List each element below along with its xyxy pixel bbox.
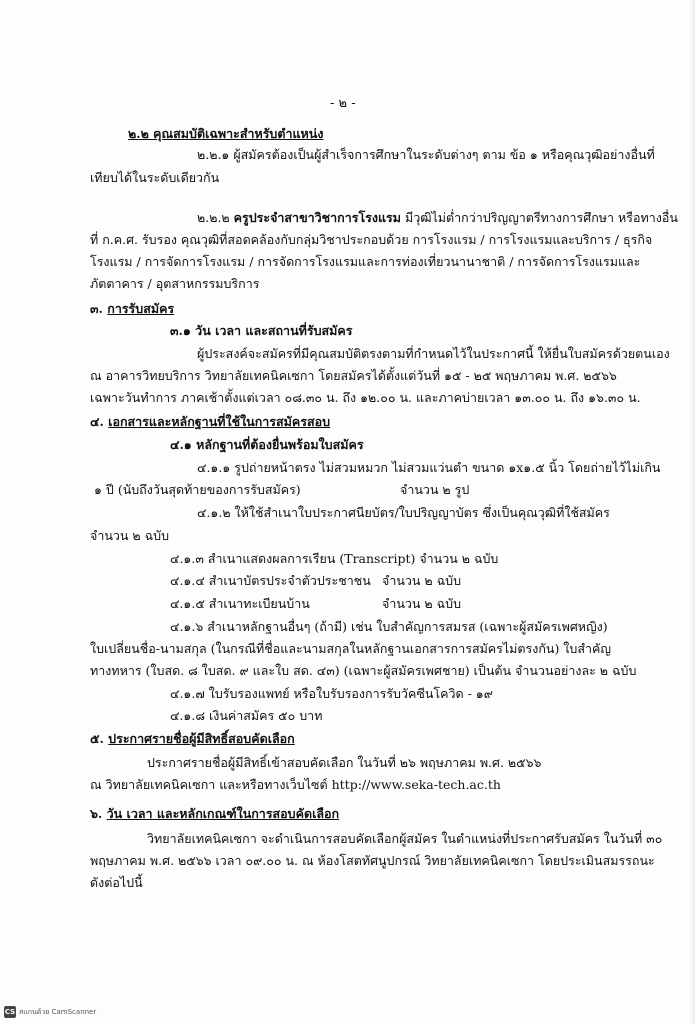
s4-item5-label: ๔.๑.๕ สำเนาทะเบียนบ้าน <box>170 596 310 611</box>
s3-line3: เฉพาะวันทำการ ภาคเช้าตั้งแต่เวลา ๐๘.๓๐ น. ถึง ๑๒.๐๐ น. และภาคบ่ายเวลา ๑๓.๐๐ น. ถึง ๑๖.๓๐ น. <box>90 390 641 405</box>
s4-item1-line1: ๔.๑.๑ รูปถ่ายหน้าตรง ไม่สวมหมวก ไม่สวมแว่นตำ ขนาด ๑x๑.๕ นิ้ว โดยถ่ายไว้ไม่เกิน <box>197 460 661 475</box>
s3-title: การรับสมัคร <box>107 301 175 316</box>
s4-item1-line2: ๑ ปี (นับถึงวันสุดท้ายของการรับสมัคร) <box>94 482 301 497</box>
s4-item3: ๔.๑.๓ สำเนาแสดงผลการเรียน (Transcript) จำนวน ๒ ฉบับ <box>170 551 499 566</box>
s4-item2-line1: ๔.๑.๒ ให้ใช้สำเนาใบประกาศนียบัตร/ใบปริญญาบัตร ซึ่งเป็นคุณวุฒิที่ใช้สมัคร <box>197 505 610 520</box>
camscanner-logo-icon: CS <box>4 1008 16 1016</box>
s22-p1-line2: เทียบได้ในระดับเดียวกัน <box>90 170 220 185</box>
s6-line1: วิทยาลัยเทคนิคเซกา จะดำเนินการสอบคัดเลือกผู้สมัคร ในตำแหน่งที่ประกาศรับสมัคร ในวันที่ ๓๐ <box>147 831 663 846</box>
s6-num: ๖. <box>90 806 107 821</box>
s5-line2: ณ วิทยาลัยเทคนิคเซกา และหรือทางเว็บไซต์ http://www.seka-tech.ac.th <box>90 777 501 792</box>
s5-title: ประกาศรายชื่อผู้มีสิทธิ์สอบคัดเลือก <box>108 731 295 746</box>
camscanner-label: สแกนด้วย CamScanner <box>19 1007 97 1016</box>
s3-num: ๓. <box>90 301 108 316</box>
s5-num: ๕. <box>90 731 109 746</box>
scan-edge-shadow <box>689 0 695 1024</box>
s4-item1-count: จำนวน ๒ รูป <box>400 482 470 497</box>
s5-line1: ประกาศรายชื่อผู้มีสิทธิ์เข้าสอบคัดเลือก ในวันที่ ๒๖ พฤษภาคม พ.ศ. ๒๕๖๖ <box>147 755 542 770</box>
s4-item4-label: ๔.๑.๔ สำเนาบัตรประจำตัวประชาชน <box>170 573 371 588</box>
s22-p2-rest: มีวุฒิไม่ต่ำกว่าปริญญาตรีทางการศึกษา หรือทางอื่น <box>401 210 678 225</box>
s22-p2-line4: ภัตตาคาร / อุตสาหกรรมบริการ <box>90 276 260 291</box>
s3-line1: ผู้ประสงค์จะสมัครที่มีคุณสมบัติตรงตามที่กำหนดไว้ในประกาศนี้ ให้ยื่นใบสมัครด้วยตนเอง <box>197 346 670 361</box>
s4-item6-line2: ใบเปลี่ยนชื่อ-นามสกุล (ในกรณีที่ชื่อและนามสกุลในหลักฐานเอกสารการสมัครไม่ตรงกัน) ใบสำคัญ <box>90 641 612 656</box>
s22-p2-line3: โรงแรม / การจัดการโรงแรม / การจัดการโรงแรมและการท่องเที่ยวนานาชาติ / การจัดการโรงแรมและ <box>90 254 641 269</box>
s6-line3: ดังต่อไปนี้ <box>90 875 143 890</box>
section-5-heading <box>90 731 295 747</box>
s3-sub-heading: ๓.๑ วัน เวลา และสถานที่รับสมัคร <box>170 323 353 338</box>
s4-item8: ๔.๑.๘ เงินค่าสมัคร ๕๐ บาท <box>170 708 323 723</box>
s4-item7: ๔.๑.๗ ใบรับรองแพทย์ หรือใบรับรองการรับวัคซีนโควิด - ๑๙ <box>170 686 493 701</box>
s22-p1-line1: ๒.๒.๑ ผู้สมัครต้องเป็นผู้สำเร็จการศึกษาในระดับต่างๆ ตาม ข้อ ๑ หรือคุณวุฒิอย่างอื่นที่ <box>197 147 655 162</box>
s4-item2-line2: จำนวน ๒ ฉบับ <box>90 528 170 543</box>
s4-sub-heading: ๔.๑ หลักฐานที่ต้องยื่นพร้อมใบสมัคร <box>170 437 364 452</box>
s4-item4-count: จำนวน ๒ ฉบับ <box>382 573 462 588</box>
page-number: - ๒ - <box>330 96 356 111</box>
s6-title: วัน เวลา และหลักเกณฑ์ในการสอบคัดเลือก <box>106 806 340 821</box>
section-3-heading <box>90 301 174 317</box>
s4-item6-line3: ทางทหาร (ใบสด. ๘ ใบสด. ๙ และใบ สด. ๔๓) (เฉพาะผู้สมัครเพศชาย) เป็นต้น จำนวนอย่างละ ๒ ฉบับ <box>90 663 637 678</box>
section-4-heading <box>90 414 330 430</box>
s22-p2-prefix: ๒.๒.๒ <box>197 210 234 225</box>
s6-line2: พฤษภาคม พ.ศ. ๒๕๖๖ เวลา ๐๙.๐๐ น. ณ ห้องโสตทัศนูปกรณ์ วิทยาลัยเทคนิคเซกา โดยประเมินสมรรถนะ <box>90 853 655 868</box>
s22-p2-line1 <box>197 210 678 226</box>
s4-num: ๔. <box>90 414 109 429</box>
section-6-heading <box>90 806 339 822</box>
section-2-2-heading: ๒.๒ คุณสมบัติเฉพาะสำหรับตำแหน่ง <box>128 126 324 141</box>
camscanner-watermark <box>4 1006 96 1018</box>
s3-line2: ณ อาคารวิทยบริการ วิทยาลัยเทคนิคเซกา โดยสมัครได้ตั้งแต่วันที่ ๑๕ - ๒๕ พฤษภาคม พ.ศ. ๒๕๖๖ <box>90 368 617 383</box>
s22-p2-line2: ที่ ก.ค.ศ. รับรอง คุณวุฒิที่สอดคล้องกับกลุ่มวิชาประกอบด้วย การโรงแรม / การโรงแรมและบริการ / ธุรกิจ <box>90 232 653 247</box>
s4-item6-line1: ๔.๑.๖ สำเนาหลักฐานอื่นๆ (ถ้ามี) เช่น ใบสำคัญการสมรส (เฉพาะผู้สมัครเพศหญิง) <box>170 619 608 634</box>
s22-p2-position: ครูประจำสาขาวิชาการโรงแรม <box>233 210 401 225</box>
s4-item5-count: จำนวน ๒ ฉบับ <box>382 596 462 611</box>
s4-title: เอกสารและหลักฐานที่ใช้ในการสมัครสอบ <box>108 414 331 429</box>
